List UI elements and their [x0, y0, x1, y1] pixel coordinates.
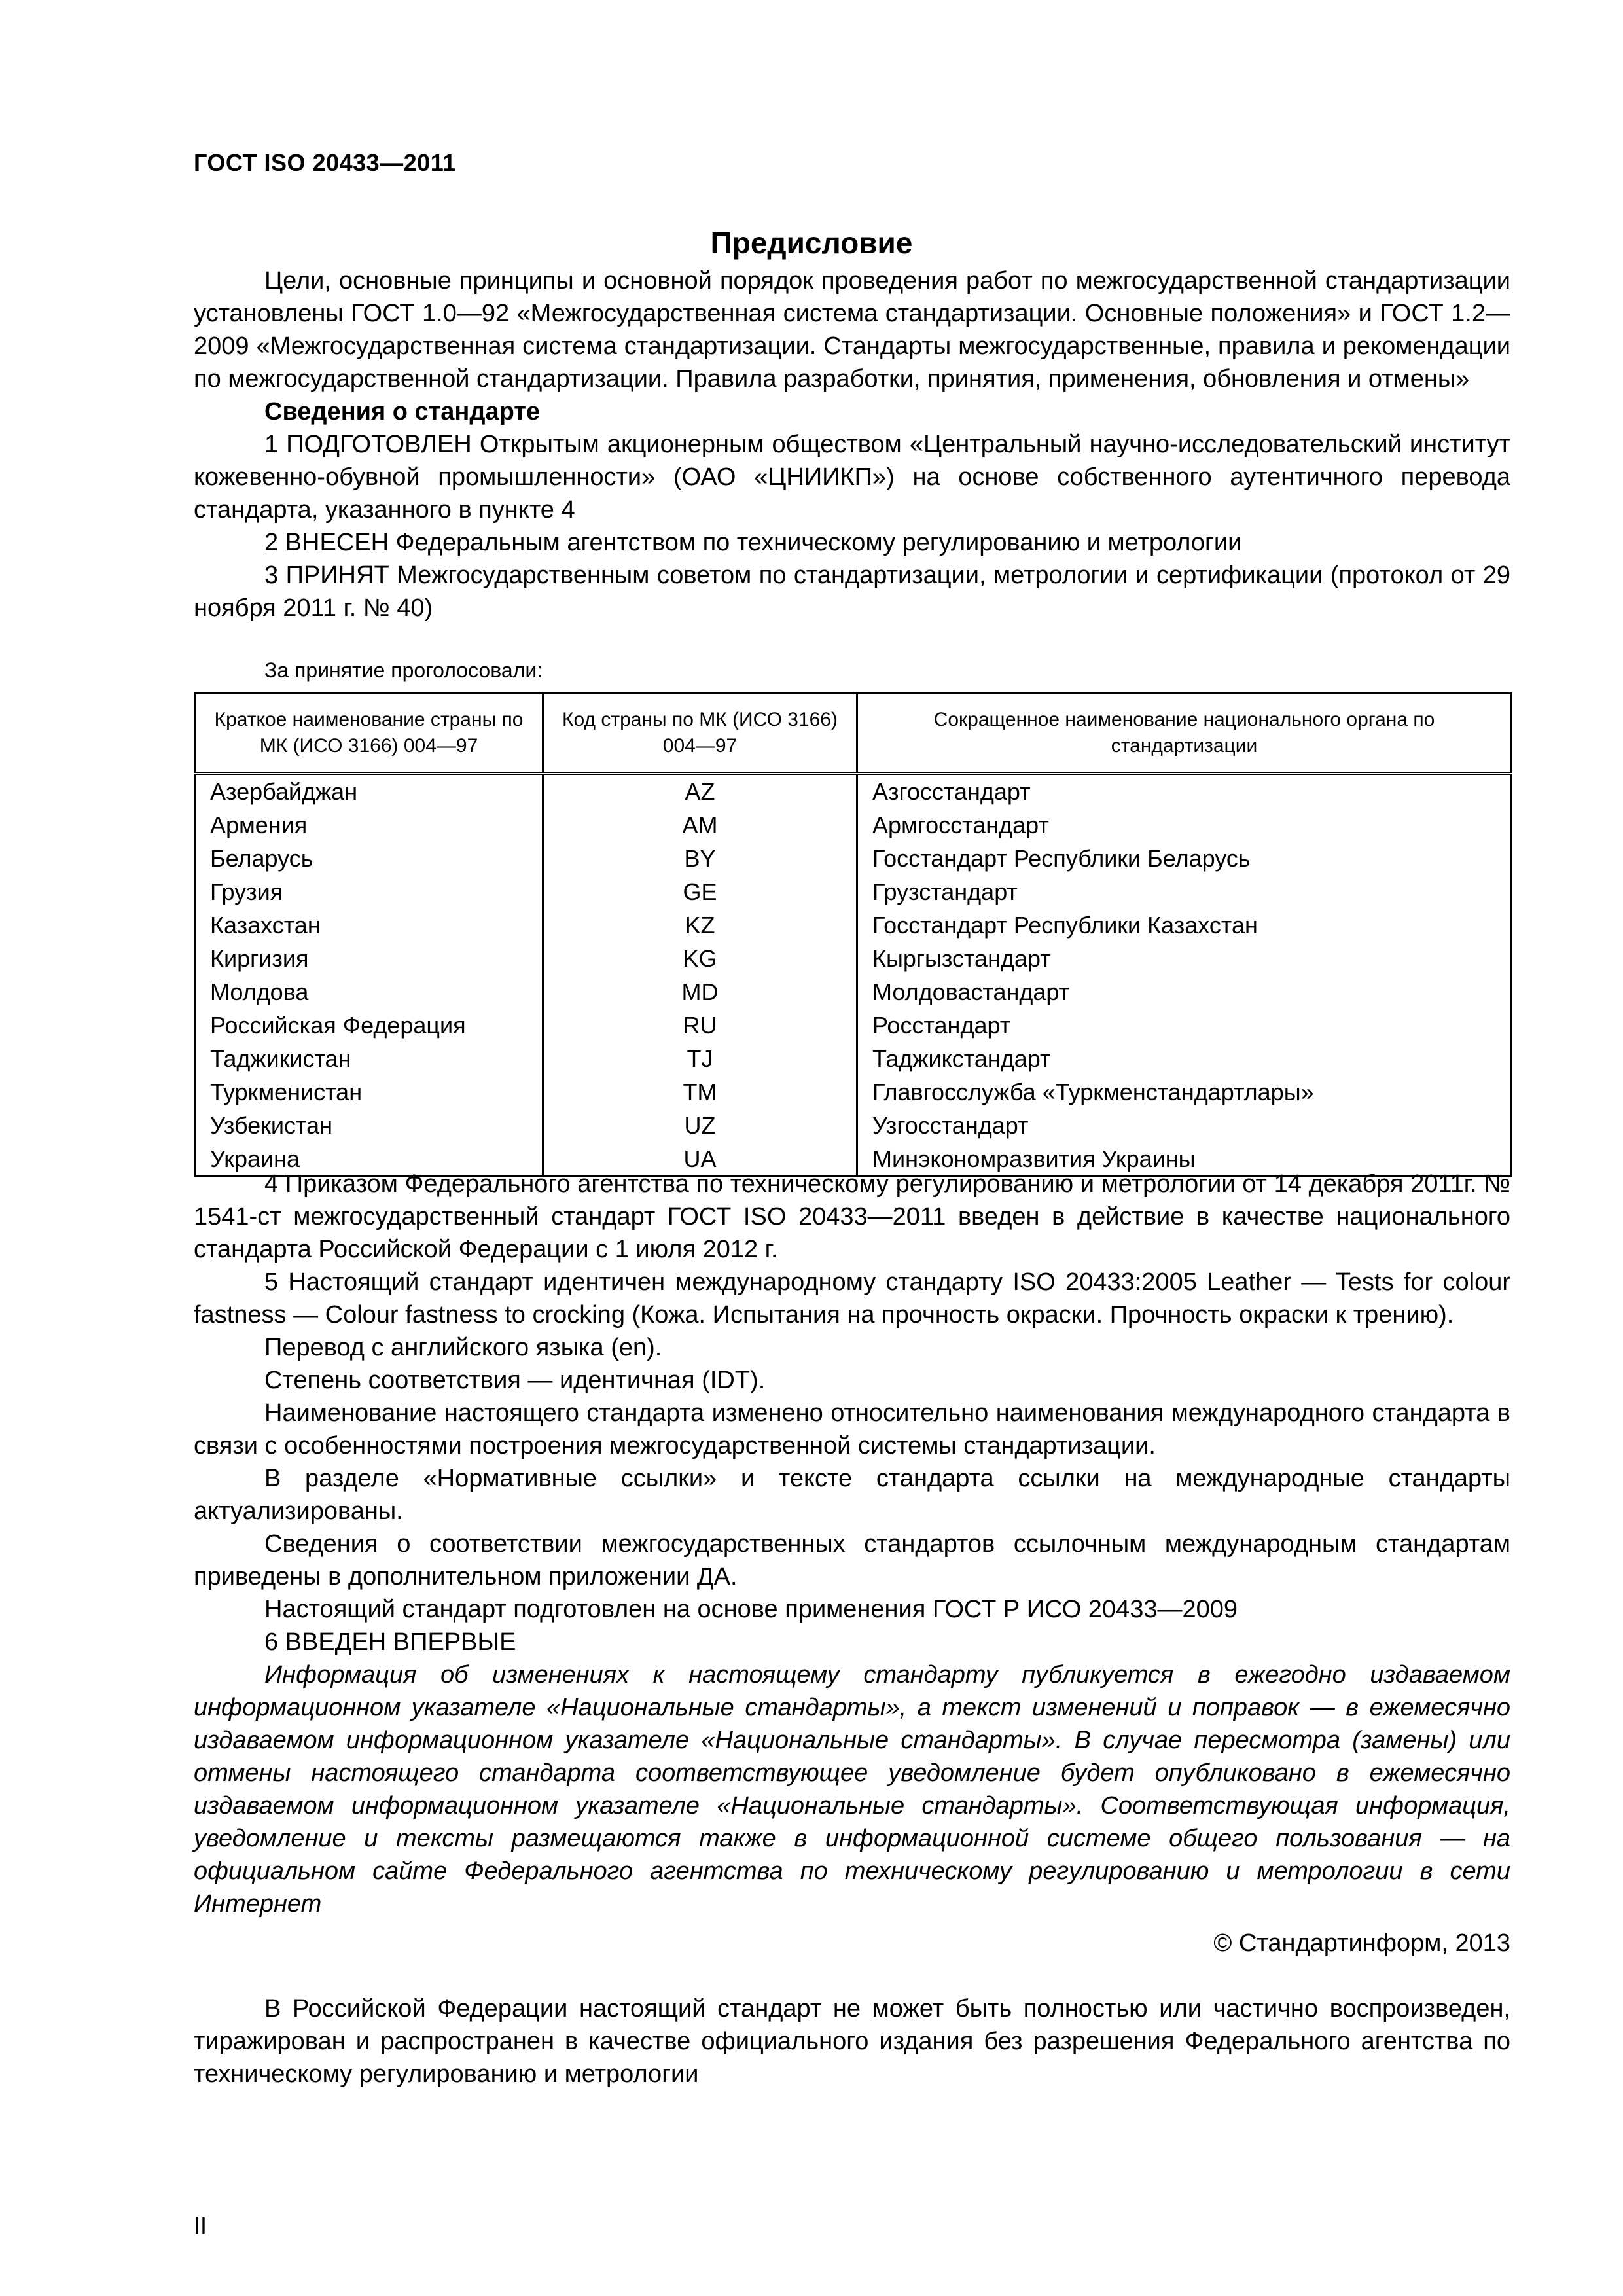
cell-code: BY [543, 842, 857, 875]
table-row [195, 1042, 1512, 1075]
item-1-paragraph: 1 ПОДГОТОВЛЕН Открытым акционерным обществом «Центральный научно-исследовательский институт кожевенно-обувной промышленности» (ОАО «ЦНИИКП») на основе собственного аутентичного перевода стандарта, указанного в пункте 4 [194, 431, 1510, 524]
basis-note: Настоящий стандарт подготовлен на основе применения ГОСТ Р ИСО 20433—2009 [264, 1596, 1238, 1623]
cell-country: Киргизия [195, 942, 543, 975]
standard-code-header: ГОСТ ISO 20433—2011 [194, 149, 456, 176]
table-row [195, 908, 1512, 942]
cell-country: Украина [195, 1142, 543, 1177]
reproduction-restriction: В Российской Федерации настоящий стандарт не может быть полностью или частично воспроизведен, тиражирован и распространен в качестве официального издания без разрешения Федерального агентства по техническому регулированию и метрологии [194, 1995, 1510, 2088]
annex-note: Сведения о соответствии межгосударственных стандартов ссылочным международным стандартам приведены в дополнительном приложении ДА. [194, 1530, 1510, 1590]
intro-paragraph: Цели, основные принципы и основной порядок проведения работ по межгосударственной стандартизации установлены ГОСТ 1.0—92 «Межгосударственная система стандартизации. Основные положения» и ГОСТ 1.2—2009 «Межгосударственная система стандартизации. Стандарты межгосударственные, правила и рекомендации по межгосударственной стандартизации. Правила разработки, принятия, применения, обновления и отмены» [194, 267, 1510, 393]
cell-code: KG [543, 942, 857, 975]
column-header-body: Сокращенное наименование национального органа по стандартизации [857, 694, 1512, 774]
table-header-row [195, 694, 1512, 774]
cell-country: Молдова [195, 975, 543, 1009]
cell-body: Росстандарт [857, 1009, 1512, 1042]
vote-caption-block [194, 657, 1510, 683]
cell-body: Азгосстандарт [857, 774, 1512, 809]
cell-body: Молдовастандарт [857, 975, 1512, 1009]
cell-body: Главгосслужба «Туркменстандартлары» [857, 1075, 1512, 1109]
cell-body: Госстандарт Республики Беларусь [857, 842, 1512, 875]
cell-code: UZ [543, 1109, 857, 1142]
cell-country: Казахстан [195, 908, 543, 942]
cell-code: KZ [543, 908, 857, 942]
cell-code: AZ [543, 774, 857, 809]
cell-country: Азербайджан [195, 774, 543, 809]
cell-country: Туркменистан [195, 1075, 543, 1109]
cell-code: TM [543, 1075, 857, 1109]
name-change-note: Наименование настоящего стандарта изменено относительно наименования международного стандарта в связи с особенностями построения межгосударственной системы стандартизации. [194, 1399, 1510, 1460]
cell-body: Госстандарт Республики Казахстан [857, 908, 1512, 942]
cell-body: Армгосстандарт [857, 808, 1512, 842]
cell-country: Российская Федерация [195, 1009, 543, 1042]
item-2-paragraph: 2 ВНЕСЕН Федеральным агентством по техническому регулированию и метрологии [264, 529, 1242, 556]
column-header-country: Краткое наименование страны по МК (ИСО 3166) 004—97 [195, 694, 543, 774]
cell-country: Грузия [195, 875, 543, 908]
table-row [195, 875, 1512, 908]
cell-country: Узбекистан [195, 1109, 543, 1142]
page-number: II [194, 2212, 207, 2239]
cell-body: Грузстандарт [857, 875, 1512, 908]
cell-body: Узгосстандарт [857, 1109, 1512, 1142]
item-4-paragraph: 4 Приказом Федерального агентства по техническому регулированию и метрологии от 14 декабря 2011г. № 1541-ст межгосударственный стандарт ГОСТ ISO 20433—2011 введен в действие в качестве национального стандарта Российской Федерации с 1 июля 2012 г. [194, 1170, 1510, 1263]
table-row [195, 1109, 1512, 1142]
cell-code: GE [543, 875, 857, 908]
page-title: Предисловие [710, 226, 913, 260]
references-note: В разделе «Нормативные ссылки» и тексте стандарта ссылки на международные стандарты актуализированы. [194, 1465, 1510, 1525]
cell-body: Кыргызстандарт [857, 942, 1512, 975]
voting-countries-table [194, 692, 1512, 1177]
cell-code: UA [543, 1142, 857, 1177]
table-row [195, 774, 1512, 809]
translation-note: Перевод с английского языка (en). [264, 1334, 662, 1361]
conformity-note: Степень соответствия — идентичная (IDT). [264, 1367, 766, 1394]
vote-caption: За принятие проголосовали: [264, 658, 543, 682]
foreword-block [194, 264, 1510, 624]
cell-code: MD [543, 975, 857, 1009]
after-table-block [194, 1168, 1510, 2090]
table-row [195, 975, 1512, 1009]
cell-country: Таджикистан [195, 1042, 543, 1075]
item-5-paragraph: 5 Настоящий стандарт идентичен международному стандарту ISO 20433:2005 Leather — Tests for colour fastness — Colour fastness to crocking (Кожа. Испытания на прочность окраски. Прочность окраски к трению). [194, 1268, 1510, 1329]
table-row [195, 1075, 1512, 1109]
table-row [195, 942, 1512, 975]
section-subheading: Сведения о стандарте [264, 398, 541, 425]
cell-code: AM [543, 808, 857, 842]
cell-country: Беларусь [195, 842, 543, 875]
cell-country: Армения [195, 808, 543, 842]
cell-code: RU [543, 1009, 857, 1042]
table-row [195, 842, 1512, 875]
cell-body: Минэкономразвития Украины [857, 1142, 1512, 1177]
item-6-paragraph: 6 ВВЕДЕН ВПЕРВЫЕ [264, 1628, 516, 1656]
table-row [195, 808, 1512, 842]
item-3-paragraph: 3 ПРИНЯТ Межгосударственным советом по стандартизации, метрологии и сертификации (протокол от 29 ноября 2011 г. № 40) [194, 562, 1510, 622]
changes-info-paragraph: Информация об изменениях к настоящему стандарту публикуется в ежегодно издаваемом информационном указателе «Национальные стандарты», а текст изменений и поправок — в ежемесячно издаваемом информационном указателе «Национальные стандарты». В случае пересмотра (замены) или отмены настоящего стандарта соответствующее уведомление будет опубликовано в ежемесячно издаваемом информационном указателе «Национальные стандарты». Соответствующая информация, уведомление и тексты размещаются также в информационной системе общего пользования — на официальном сайте Федерального агентства по техническому регулированию и метрологии в сети Интернет [194, 1661, 1510, 1918]
cell-code: TJ [543, 1042, 857, 1075]
copyright-line: © Стандартинформ, 2013 [1213, 1929, 1510, 1957]
column-header-code: Код страны по МК (ИСО 3166) 004—97 [543, 694, 857, 774]
cell-body: Таджикстандарт [857, 1042, 1512, 1075]
table-row [195, 1009, 1512, 1042]
